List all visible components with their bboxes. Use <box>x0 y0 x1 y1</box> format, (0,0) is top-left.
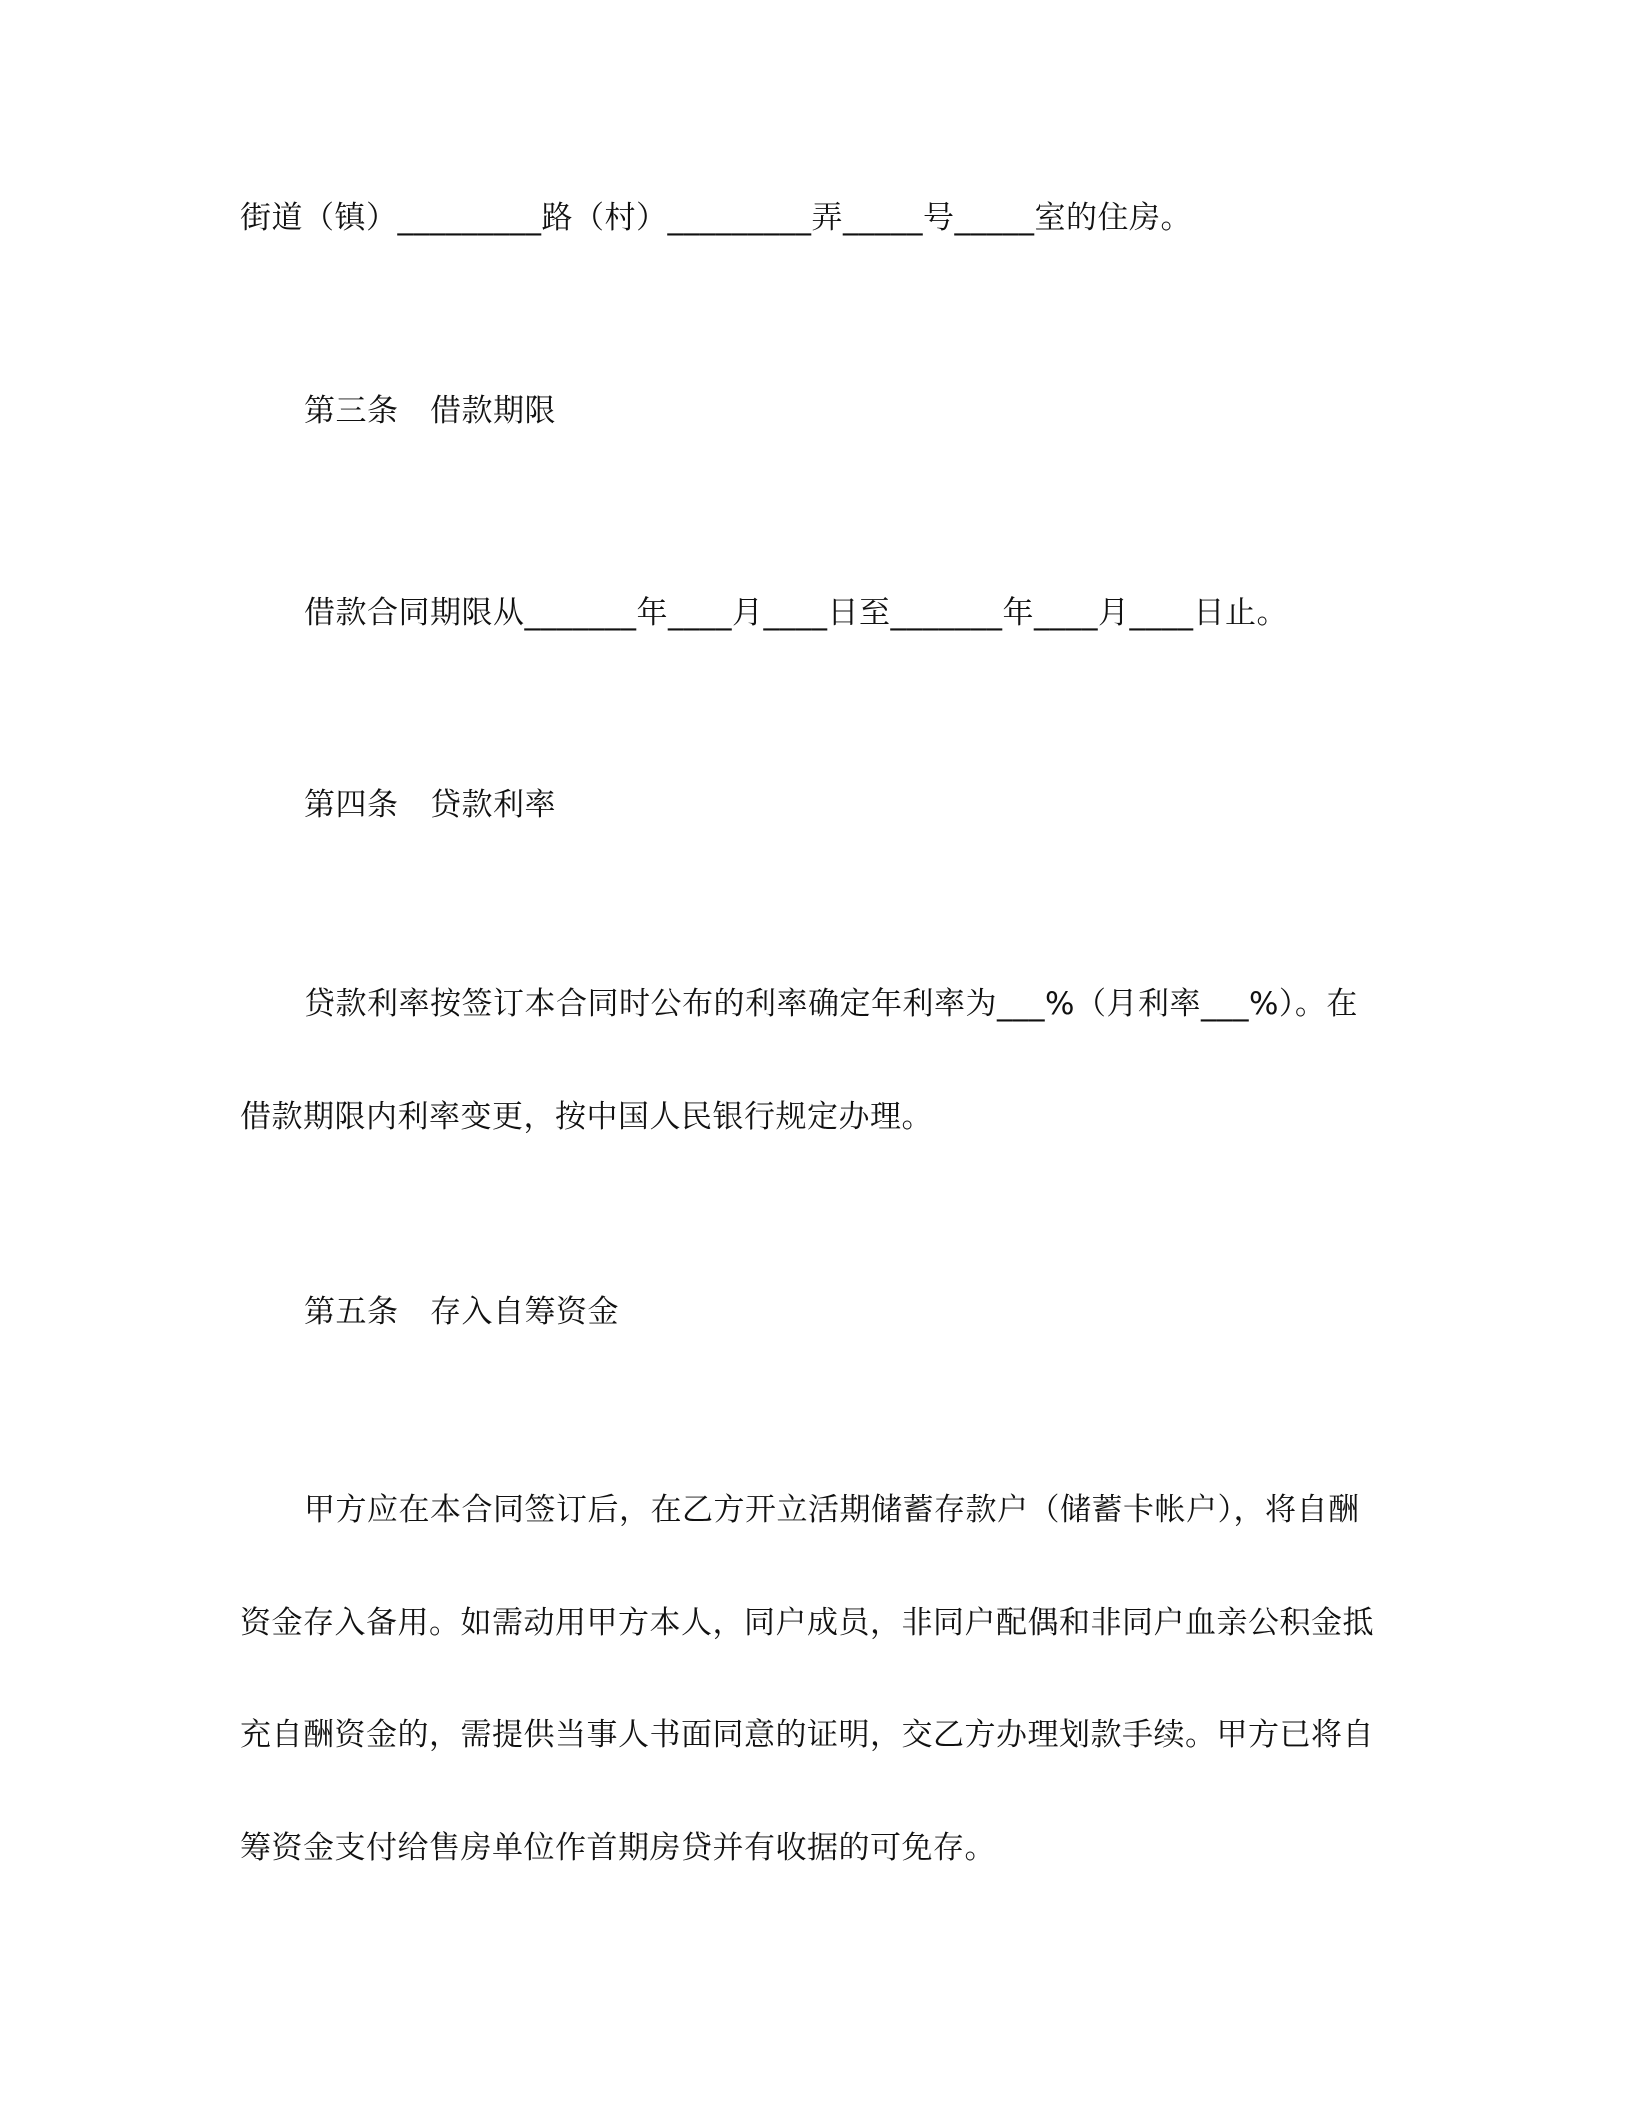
address-tail-line: 街道（镇）_________路（村）_________弄_____号_____室的住房。 <box>240 200 1192 236</box>
article-4-heading: 第四条 贷款利率 <box>304 787 556 823</box>
article-4-text-line-2: 借款期限内利率变更，按中国人民银行规定办理。 <box>240 1099 933 1135</box>
article-4-text-line-1: 贷款利率按签订本合同时公布的利率确定年利率为___%（月利率___%）。在 <box>304 986 1358 1022</box>
article-3-heading: 第三条 借款期限 <box>304 393 556 429</box>
article-5-text-line-4: 筹资金支付给售房单位作首期房贷并有收据的可免存。 <box>240 1830 996 1866</box>
article-5-heading: 第五条 存入自筹资金 <box>304 1294 619 1330</box>
article-5-text-line-1: 甲方应在本合同签订后，在乙方开立活期储蓄存款户（储蓄卡帐户），将自酬 <box>304 1492 1360 1528</box>
article-5-text-line-2: 资金存入备用。如需动用甲方本人，同户成员，非同户配偶和非同户血亲公积金抵 <box>240 1605 1374 1641</box>
article-3-text: 借款合同期限从_______年____月____日至_______年____月____日止。 <box>304 595 1288 631</box>
article-5-text-line-3: 充自酬资金的，需提供当事人书面同意的证明，交乙方办理划款手续。甲方已将自 <box>240 1717 1374 1753</box>
